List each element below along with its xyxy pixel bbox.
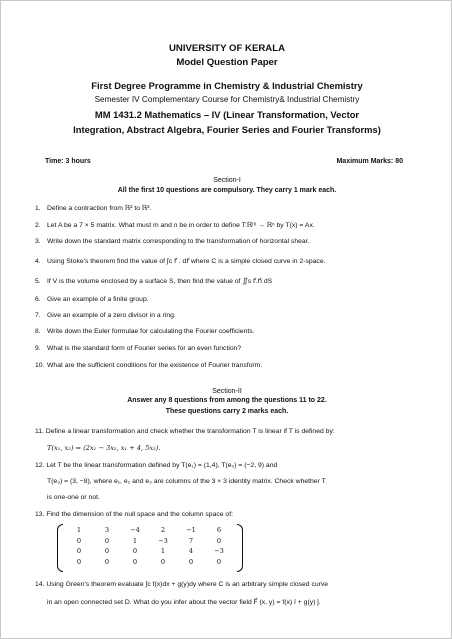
matrix-cell: 0: [188, 557, 194, 566]
question-14-line-2: in an open connected set D. What do you infer about the vector field F⃗ (x, y) = f(x) î + g(y) ĵ.: [47, 599, 321, 606]
matrix-cell: 0: [132, 557, 138, 566]
question-text: What are the sufficient conditions for the existence of Fourier transform.: [47, 362, 263, 369]
max-marks-label: Maximum Marks: 80: [336, 158, 403, 165]
question-number: 1.: [35, 205, 41, 212]
question-item: [35, 238, 309, 245]
question-number: 10.: [35, 362, 45, 369]
section2-instruction-1: Answer any 8 questions from among the questions 11 to 22.: [127, 397, 327, 404]
question-item: [35, 345, 241, 352]
question-text: What is the standard form of Fourier series for an even function?: [47, 345, 242, 352]
question-text: Give an example of a zero divisor in a ring.: [47, 312, 176, 319]
question-item: [35, 204, 151, 212]
matrix-cell: 0: [216, 557, 222, 566]
question-number: 4.: [35, 258, 41, 265]
matrix-cell: 0: [76, 547, 82, 556]
question-13: 13. Find the dimension of the null space and the column space of:: [35, 511, 233, 518]
matrix-cell: −3: [158, 536, 168, 545]
question-12-line-1: 12. Let T be the linear transformation defined by T(e₁) = (1,4), T(e₂) = (−2, 9) and: [35, 462, 278, 469]
question-12-line-2: T(e₃) = (3, −8), where e₁, e₂ and e₃ are columns of the 3 × 3 identity matrix. Check whether T: [47, 478, 326, 485]
matrix-cell: 0: [76, 536, 82, 545]
matrix-grid: [65, 525, 233, 567]
question-number: 2.: [35, 222, 41, 229]
question-text: Write down the standard matrix corresponding to the transformation of horizontal shear.: [47, 238, 310, 245]
matrix-cell: 4: [188, 547, 194, 556]
section1-instruction: All the first 10 questions are compulsory. They carry 1 mark each.: [117, 187, 337, 194]
matrix-cell: 1: [132, 536, 138, 545]
question-number: 7.: [35, 312, 41, 319]
question-11-line-1: 11. Define a linear transformation and check whether the transformation T is linear if T is defined by:: [35, 428, 335, 435]
question-number: 6.: [35, 296, 41, 303]
question-text: If V is the volume enclosed by a surface S, then find the value of ∬s r⃗.n⃗ dS: [47, 278, 273, 285]
matrix-cell: 7: [188, 536, 194, 545]
question-item: [35, 312, 176, 319]
question-item: [35, 221, 315, 229]
matrix-row: [65, 525, 233, 536]
matrix-cell: −4: [130, 526, 140, 535]
programme-title: First Degree Programme in Chemistry & Industrial Chemistry: [91, 80, 363, 91]
question-number: 9.: [35, 345, 41, 352]
matrix-cell: 6: [216, 526, 222, 535]
matrix-row: [65, 557, 233, 568]
matrix-right-bracket: [237, 524, 243, 572]
matrix-cell: 0: [132, 547, 138, 556]
question-text: Using Stoke's theorem find the value of ∫c r⃗ . dr⃗ where C is a simple closed curve in 2-space.: [47, 258, 326, 265]
matrix-cell: 0: [104, 557, 110, 566]
question-text: Give an example of a finite group.: [47, 296, 149, 303]
matrix-cell: 1: [76, 526, 82, 535]
question-item: [35, 328, 255, 335]
paper-type: Model Question Paper: [176, 57, 278, 68]
question-item: [35, 296, 149, 303]
question-text: Let A be a 7 × 5 matrix. What must m and n be in order to define T:ℝᵐ → ℝⁿ by T(x) = Ax.: [47, 222, 315, 229]
matrix-cell: 2: [160, 526, 166, 535]
section1-title: Section-I: [213, 177, 241, 184]
question-item: [35, 362, 262, 369]
matrix-cell: 0: [76, 557, 82, 566]
question-14-line-1: 14. Using Green's theorem evaluate ∫c f(x)dx + g(y)dy where C is an arbitrary simple closed curve: [35, 581, 329, 588]
matrix-cell: 1: [160, 547, 166, 556]
course-line-2: Integration, Abstract Algebra, Fourier Series and Fourier Transforms): [73, 124, 381, 135]
section2-instruction-2: These questions carry 2 marks each.: [165, 408, 289, 415]
section2-title: Section-II: [212, 388, 242, 395]
matrix-cell: 0: [104, 536, 110, 545]
matrix-cell: 0: [104, 547, 110, 556]
time-label: Time: 3 hours: [45, 158, 91, 165]
university-title: UNIVERSITY OF KERALA: [168, 43, 286, 54]
question-item: [35, 257, 326, 265]
matrix-cell: 3: [104, 526, 110, 535]
matrix-cell: −1: [186, 526, 196, 535]
question-item: [35, 277, 272, 285]
matrix-row: [65, 536, 233, 547]
coefficient-matrix: [57, 524, 243, 571]
matrix-row: [65, 546, 233, 557]
course-line-1: MM 1431.2 Mathematics – IV (Linear Transformation, Vector: [94, 109, 360, 120]
matrix-cell: −3: [214, 547, 224, 556]
question-11-line-2: T(x₁, x₂) = (2x₁ − 3x₂, x₁ + 4, 5x₂).: [47, 444, 161, 452]
question-number: 5.: [35, 278, 41, 285]
question-text: Define a contraction from ℝ² to ℝ².: [47, 205, 152, 212]
matrix-cell: 0: [160, 557, 166, 566]
question-text: Write down the Euler formulae for calculating the Fourier coefficients.: [47, 328, 255, 335]
question-12-line-3: is one-one or not.: [47, 494, 100, 501]
question-number: 3.: [35, 238, 41, 245]
question-number: 8.: [35, 328, 41, 335]
matrix-cell: 0: [216, 536, 222, 545]
matrix-left-bracket: [57, 524, 63, 572]
semester-line: Semester IV Complementary Course for Chemistry& Industrial Chemistry: [94, 95, 360, 104]
